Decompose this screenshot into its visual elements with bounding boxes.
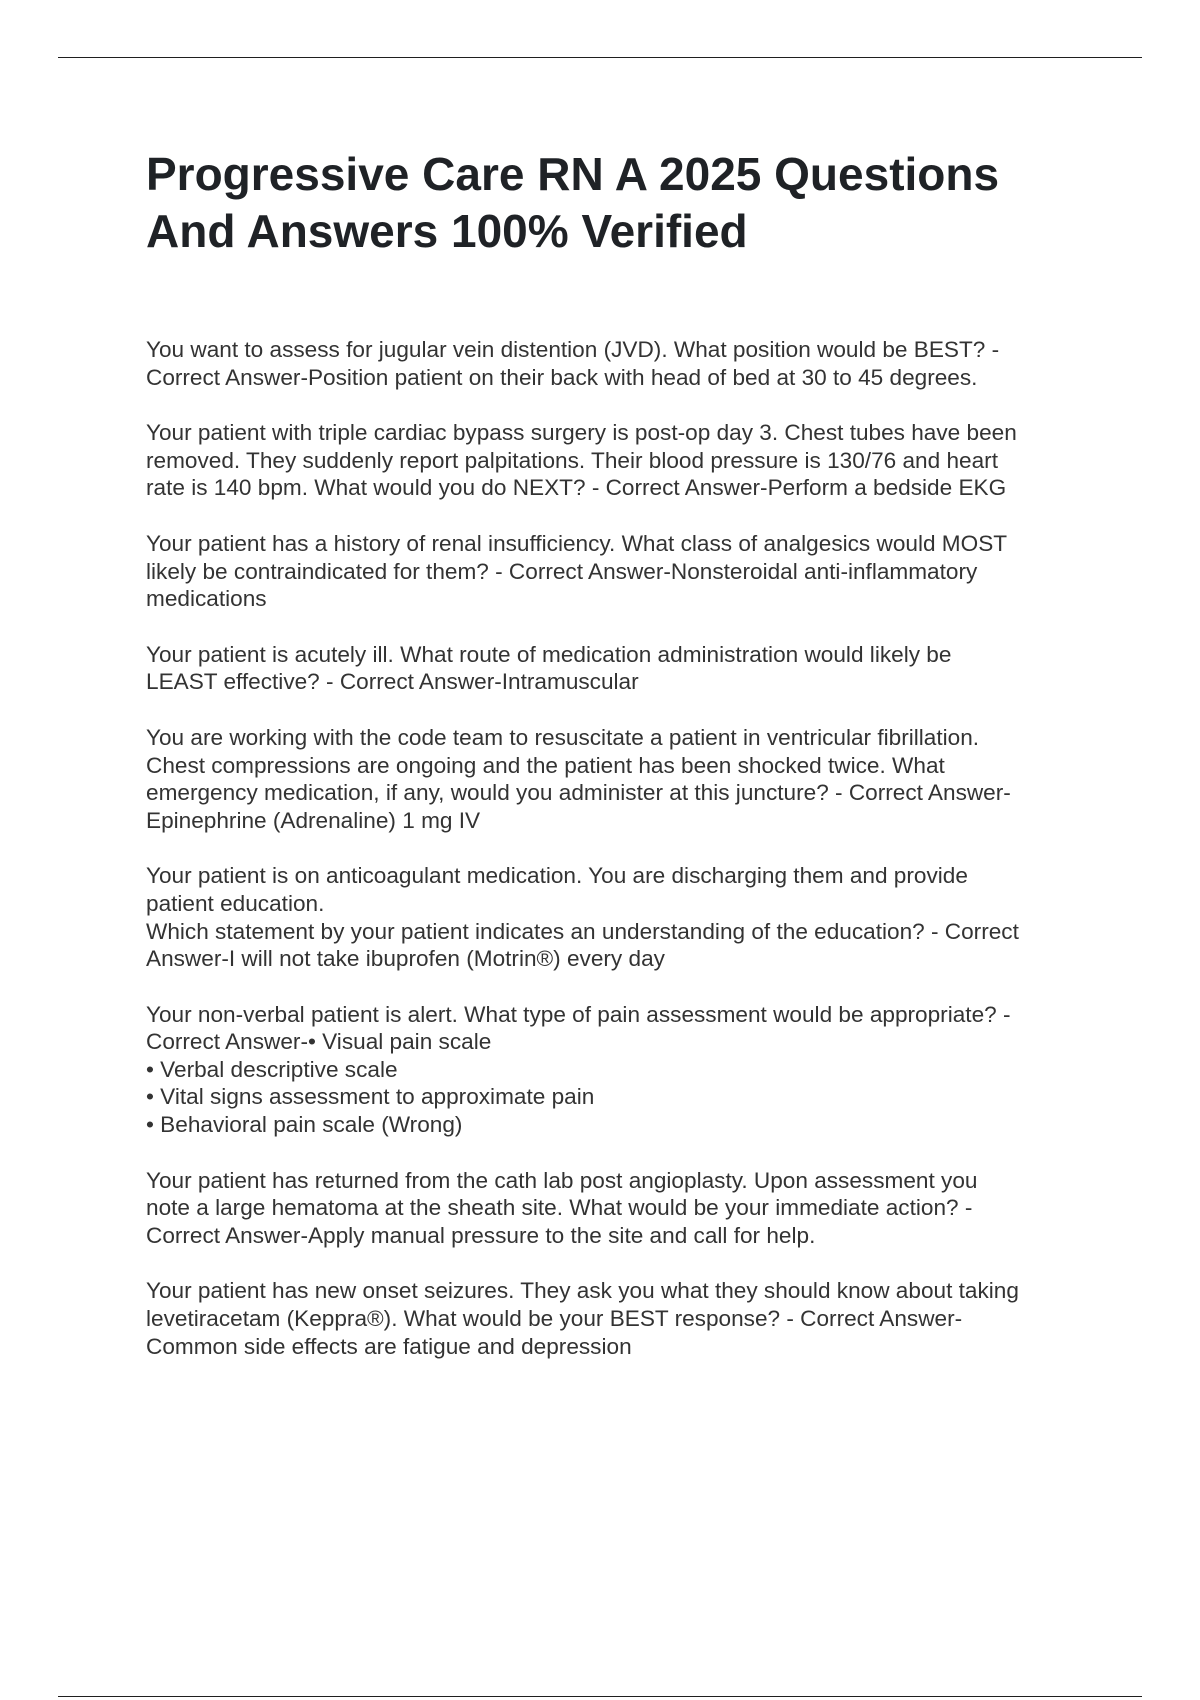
qa-item bbox=[146, 862, 1086, 972]
qa-line: Your patient is acutely ill. What route of medication administration would likely be bbox=[146, 641, 952, 667]
qa-item bbox=[146, 1001, 1086, 1139]
qa-line: note a large hematoma at the sheath site. What would be your immediate action? - bbox=[146, 1195, 973, 1221]
qa-item bbox=[146, 724, 1086, 834]
qa-item bbox=[146, 336, 1086, 391]
title-line: And Answers 100% Verified bbox=[146, 205, 748, 257]
qa-line: Your non-verbal patient is alert. What type of pain assessment would be appropriate? - bbox=[146, 1001, 1011, 1027]
qa-line: Common side effects are fatigue and depression bbox=[146, 1333, 632, 1359]
qa-line: • Behavioral pain scale (Wrong) bbox=[146, 1112, 463, 1138]
qa-line: emergency medication, if any, would you administer at this juncture? - Correct Answer- bbox=[146, 780, 1011, 806]
qa-line: Chest compressions are ongoing and the patient has been shocked twice. What bbox=[146, 752, 945, 778]
qa-line: levetiracetam (Keppra®). What would be your BEST response? - Correct Answer- bbox=[146, 1306, 963, 1332]
qa-line: Answer-I will not take ibuprofen (Motrin®) every day bbox=[146, 946, 665, 972]
qa-line: medications bbox=[146, 586, 267, 612]
qa-line: • Verbal descriptive scale bbox=[146, 1056, 398, 1082]
qa-line: Your patient has a history of renal insufficiency. What class of analgesics would MOST bbox=[146, 530, 1008, 556]
qa-item bbox=[146, 1167, 1086, 1250]
qa-item bbox=[146, 1277, 1086, 1360]
qa-line: Epinephrine (Adrenaline) 1 mg IV bbox=[146, 807, 481, 833]
qa-line: You want to assess for jugular vein distention (JVD). What position would be BEST? - bbox=[146, 337, 1000, 362]
qa-line: Your patient has new onset seizures. They ask you what they should know about taking bbox=[146, 1278, 1019, 1304]
title-line: Progressive Care RN A 2025 Questions bbox=[146, 148, 1000, 200]
document-body bbox=[146, 146, 1086, 1388]
qa-line: Correct Answer-Apply manual pressure to the site and call for help. bbox=[146, 1222, 816, 1248]
qa-line: Which statement by your patient indicates an understanding of the education? - Correct bbox=[146, 918, 1019, 944]
bottom-rule bbox=[58, 1696, 1142, 1697]
qa-line: Your patient is on anticoagulant medication. You are discharging them and provide bbox=[146, 863, 968, 889]
qa-line: LEAST effective? - Correct Answer-Intramuscular bbox=[146, 669, 639, 695]
qa-item bbox=[146, 530, 1086, 613]
qa-line: Correct Answer-Position patient on their back with head of bed at 30 to 45 degrees. bbox=[146, 364, 978, 390]
qa-line: • Vital signs assessment to approximate pain bbox=[146, 1084, 595, 1110]
qa-line: Correct Answer-• Visual pain scale bbox=[146, 1029, 492, 1055]
qa-line: Your patient has returned from the cath lab post angioplasty. Upon assessment you bbox=[146, 1167, 978, 1193]
qa-list bbox=[146, 336, 1086, 1360]
qa-line: Your patient with triple cardiac bypass surgery is post-op day 3. Chest tubes have been bbox=[146, 420, 1017, 446]
qa-line: patient education. bbox=[146, 890, 325, 916]
qa-item bbox=[146, 641, 1086, 696]
qa-line: removed. They suddenly report palpitations. Their blood pressure is 130/76 and heart bbox=[146, 447, 998, 473]
qa-line: likely be contraindicated for them? - Correct Answer-Nonsteroidal anti-inflammatory bbox=[146, 558, 978, 584]
qa-item bbox=[146, 419, 1086, 502]
document-title bbox=[146, 146, 1086, 260]
top-rule bbox=[58, 57, 1142, 58]
qa-line: rate is 140 bpm. What would you do NEXT? - Correct Answer-Perform a bedside EKG bbox=[146, 475, 1007, 501]
qa-line: You are working with the code team to resuscitate a patient in ventricular fibrillation. bbox=[146, 724, 980, 750]
